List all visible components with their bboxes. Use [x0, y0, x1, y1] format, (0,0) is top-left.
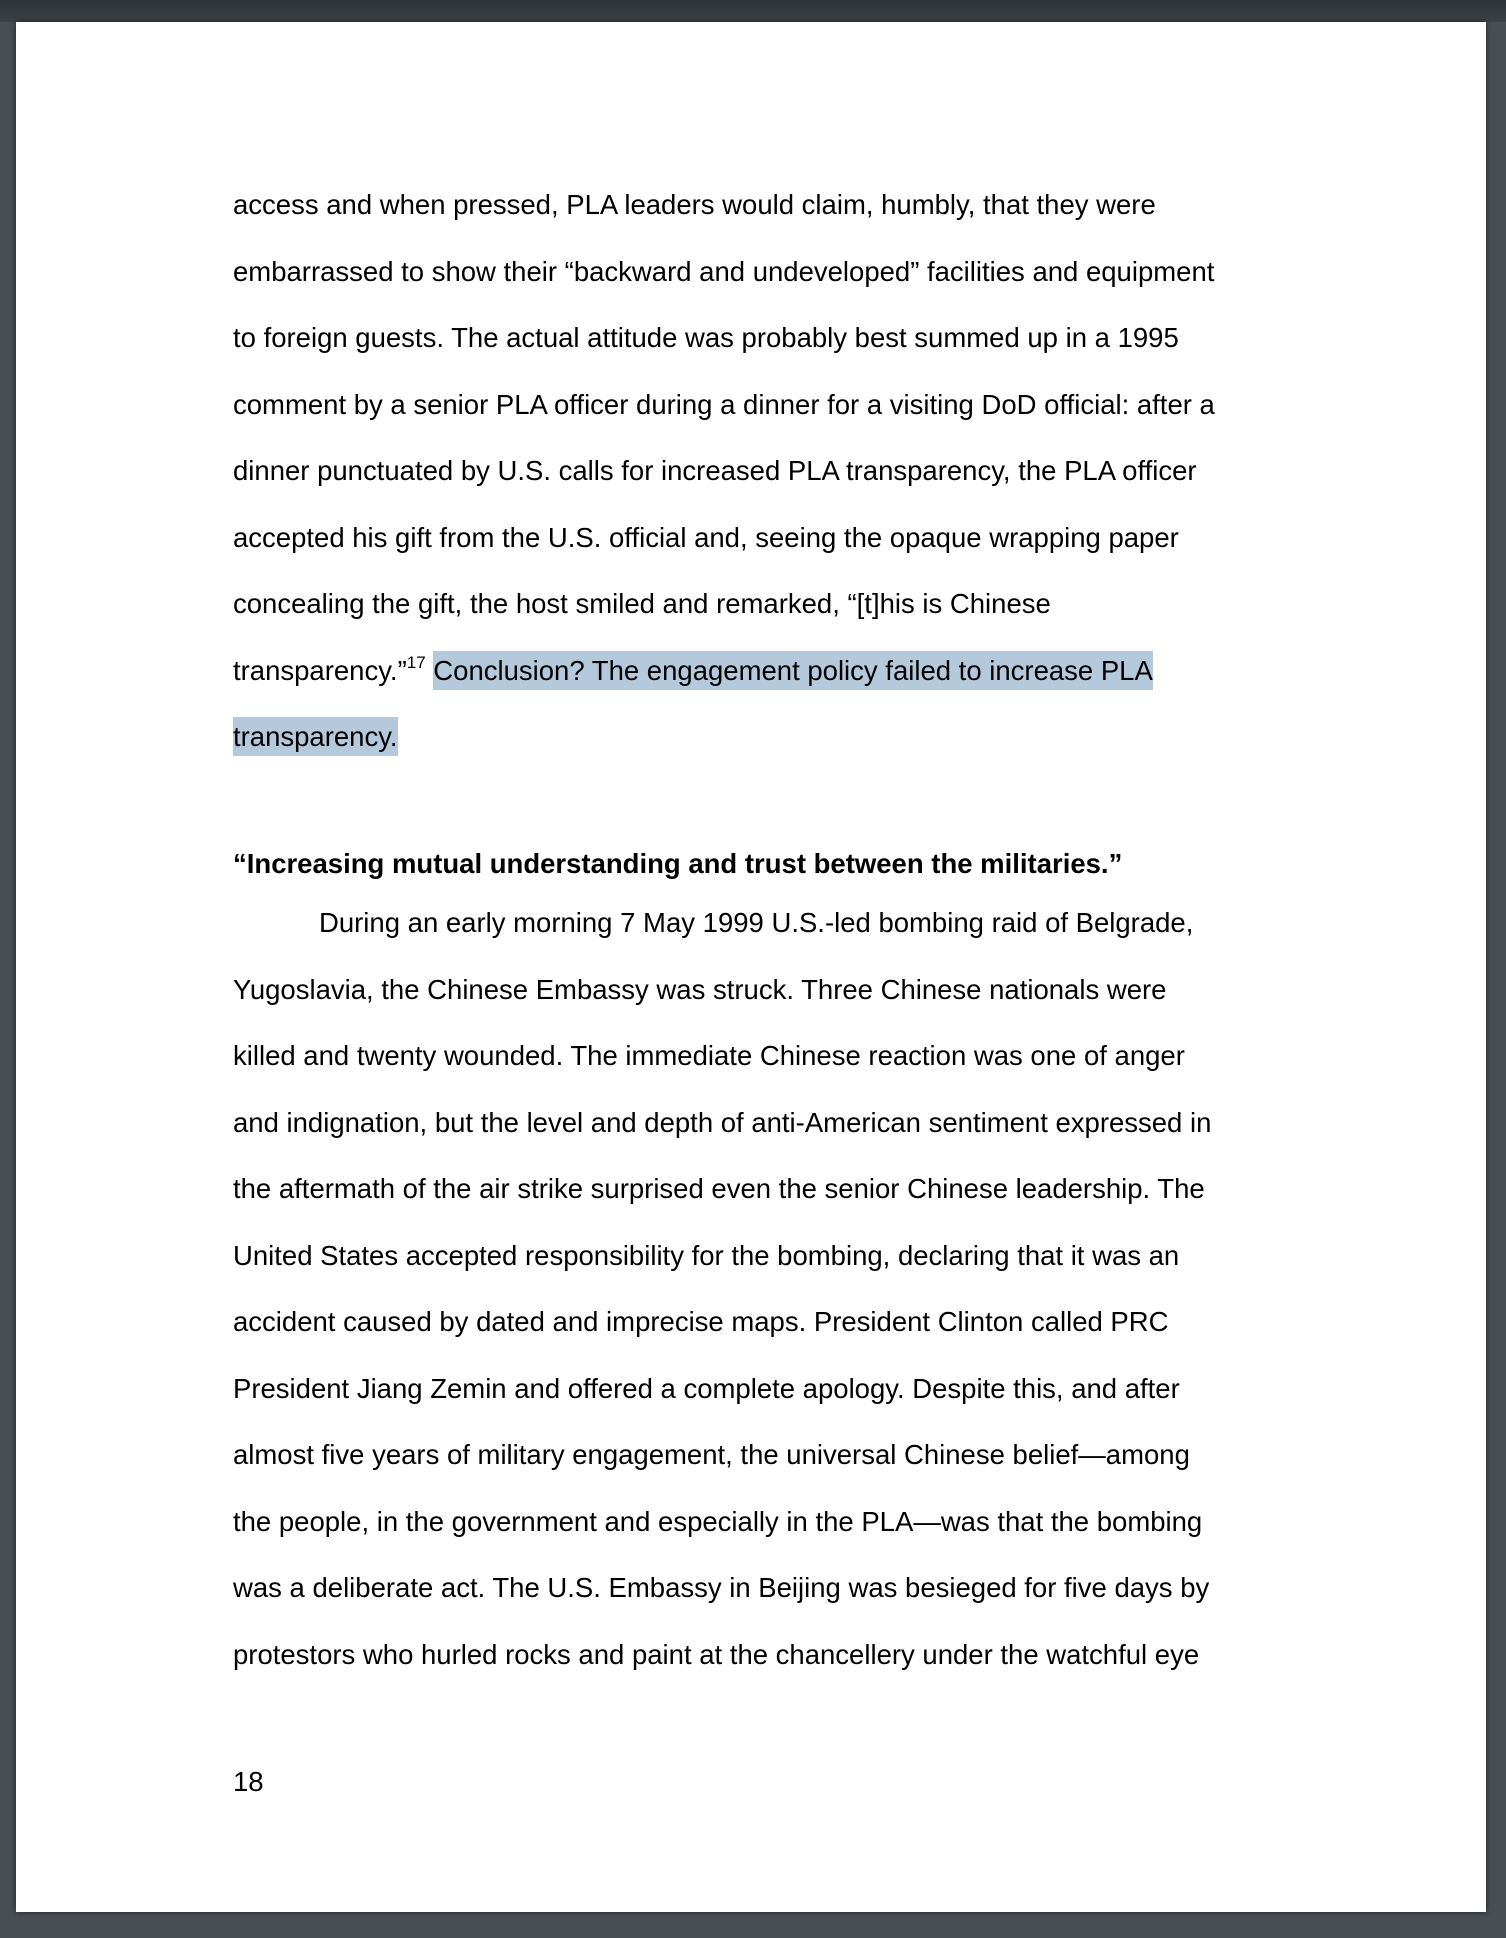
body-line: President Jiang Zemin and offered a complete apology. Despite this, and after: [233, 1372, 1180, 1404]
body-line: almost five years of military engagement, the universal Chinese belief—among: [233, 1439, 1190, 1470]
body-line: protestors who hurled rocks and paint at the chancellery under the watchful eye: [233, 1638, 1200, 1670]
body-line: accident caused by dated and imprecise maps. President Clinton called PRC: [233, 1306, 1169, 1337]
highlighted-conclusion[interactable]: Conclusion? The engagement policy failed to increase PLA: [433, 651, 1153, 690]
body-line: embarrassed to show their “backward and undeveloped” facilities and equipment: [233, 255, 1215, 287]
section-heading: “Increasing mutual understanding and trust between the militaries.”: [233, 848, 1123, 879]
body-line: and indignation, but the level and depth of anti-American sentiment expressed in: [233, 1106, 1212, 1138]
body-line: the aftermath of the air strike surprised even the senior Chinese leadership. The: [233, 1173, 1205, 1204]
body-line: killed and twenty wounded. The immediate Chinese reaction was one of anger: [233, 1040, 1185, 1071]
body-line: dinner punctuated by U.S. calls for increased PLA transparency, the PLA officer: [233, 455, 1197, 486]
paragraph-gap: [233, 771, 1293, 838]
body-line: Yugoslavia, the Chinese Embassy was struck. Three Chinese nationals were: [233, 973, 1167, 1005]
body-line: accepted his gift from the U.S. official and, seeing the opaque wrapping paper: [233, 521, 1179, 553]
footnote-line-text: transparency.”: [233, 654, 407, 686]
footnote-reference[interactable]: 17: [406, 652, 426, 672]
body-line: comment by a senior PLA officer during a dinner for a visiting DoD official: after a: [233, 388, 1215, 420]
page-number: 18: [233, 1766, 264, 1797]
document-page: [16, 22, 1486, 1912]
footnote-line: [233, 638, 1293, 705]
body-line: access and when pressed, PLA leaders would claim, humbly, that they were: [233, 189, 1156, 220]
body-line: to foreign guests. The actual attitude was probably best summed up in a 1995: [233, 322, 1179, 353]
highlighted-conclusion-end[interactable]: transparency.: [233, 717, 398, 756]
highlighted-line: [233, 704, 1293, 771]
page-body: [233, 172, 1293, 1688]
body-line: concealing the gift, the host smiled and remarked, “[t]his is Chinese: [233, 588, 1051, 619]
body-line: was a deliberate act. The U.S. Embassy in Beijing was besieged for five days by: [233, 1572, 1210, 1603]
body-line: During an early morning 7 May 1999 U.S.-led bombing raid of Belgrade,: [319, 907, 1194, 938]
body-line: United States accepted responsibility for the bombing, declaring that it was an: [233, 1239, 1180, 1271]
viewer-top-bar: [0, 0, 1506, 22]
body-line: the people, in the government and especially in the PLA—was that the bombing: [233, 1505, 1203, 1537]
